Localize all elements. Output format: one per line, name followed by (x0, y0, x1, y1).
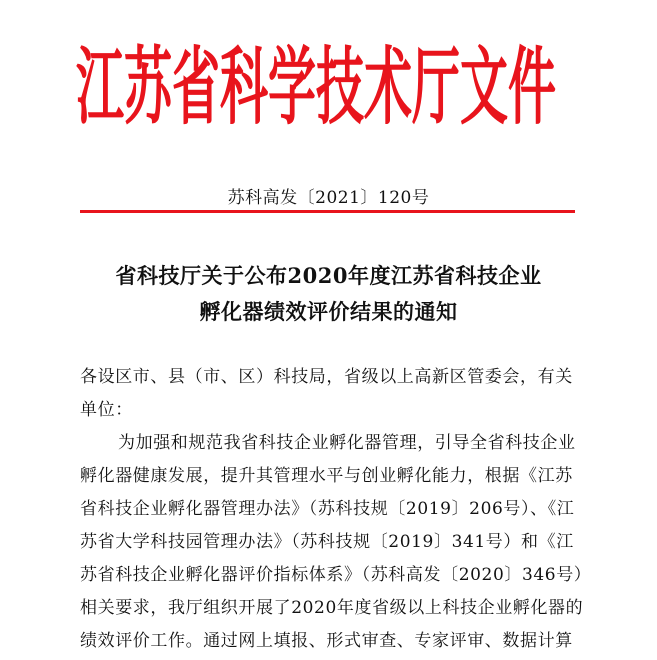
paragraph-line-5: 苏省科技企业孵化器评价指标体系》（苏科高发〔2020〕346号） (80, 565, 592, 585)
header-red-divider (80, 210, 575, 213)
salutation-line-2: 单位： (80, 400, 133, 420)
notice-title (0, 258, 657, 330)
notice-body (80, 361, 592, 658)
notice-title-line-2: 孵化器绩效评价结果的通知 (199, 299, 458, 324)
salutation-line-1: 各设区市、县（市、区）科技局，省级以上高新区管委会，有关 (80, 367, 573, 387)
paragraph-line-1: 为加强和规范我省科技企业孵化器管理，引导全省科技企业 (118, 433, 576, 453)
issuer-header-title: 江苏省科学技术厅文件 (76, 39, 557, 137)
paragraph-line-3: 省科技企业孵化器管理办法》（苏科技规〔2019〕206号）、《江 (80, 499, 575, 519)
paragraph-line-7: 绩效评价工作。通过网上填报、形式审查、专家评审、数据计算 (80, 631, 573, 651)
paragraph-line-2: 孵化器健康发展，提升其管理水平与创业孵化能力，根据《江苏 (80, 466, 573, 486)
paragraph-line-4: 苏省大学科技园管理办法》（苏科技规〔2019〕341号）和《江 (80, 532, 574, 552)
document-number: 苏科高发〔2021〕120号 (227, 188, 430, 208)
paragraph-line-6: 相关要求，我厅组织开展了2020年度省级以上科技企业孵化器的 (80, 598, 584, 618)
notice-title-line-1: 省科技厅关于公布2020年度江苏省科技企业 (115, 263, 542, 288)
